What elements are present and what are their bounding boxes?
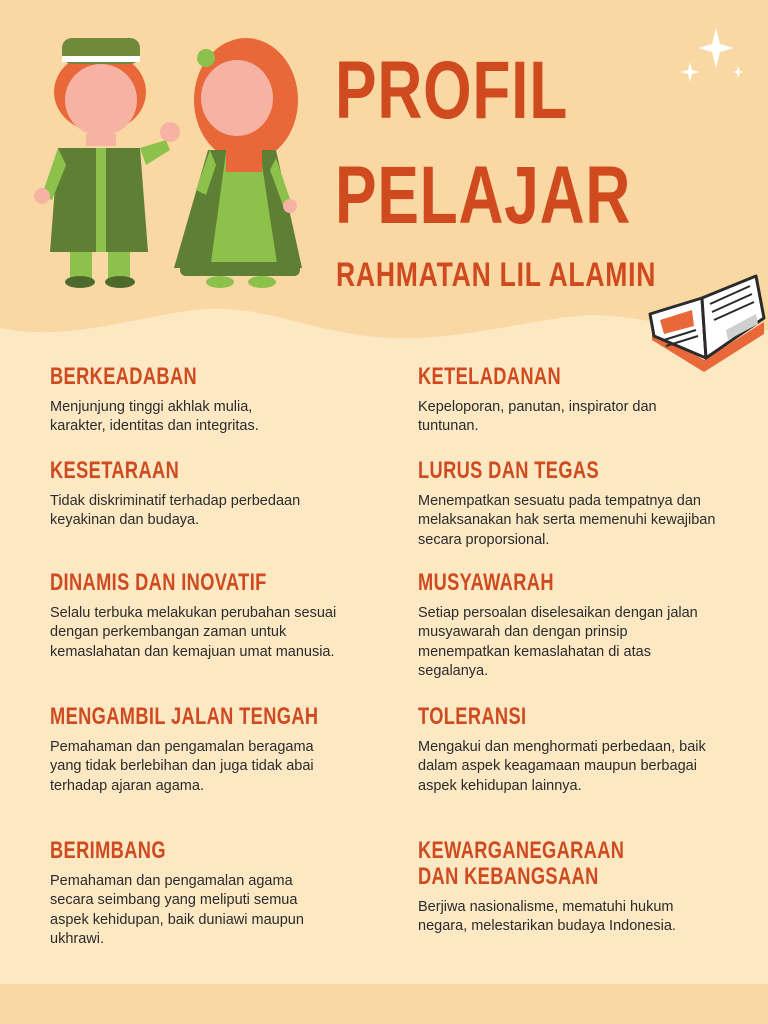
value-description: Menempatkan sesuatu pada tempatnya dan melaksanakan hak serta memenuhi kewajiban secara proporsional. — [418, 492, 716, 548]
page-subtitle: RAHMATAN LIL ALAMIN — [336, 256, 657, 294]
value-description: Kepeloporan, panutan, inspirator dan tuntunan. — [418, 398, 657, 435]
boy-figure — [34, 38, 180, 288]
value-keteladanan — [418, 364, 738, 437]
value-title: KEWARGANEGARAAN DAN KEBANGSAAN — [418, 837, 625, 890]
value-title: MENGAMBIL JALAN TENGAH — [50, 703, 319, 730]
value-title: LURUS DAN TEGAS — [418, 457, 600, 484]
girl-figure — [174, 38, 302, 288]
value-title: BERIMBANG — [50, 837, 166, 864]
value-toleransi — [418, 704, 738, 796]
value-mengambil-jalan-tengah — [50, 704, 370, 796]
value-description: Pemahaman dan pengamalan beragama yang tidak berlebihan dan juga tidak abai terhadap ajaran agama. — [50, 738, 314, 794]
value-lurus-dan-tegas — [418, 458, 738, 550]
value-description: Berjiwa nasionalisme, mematuhi hukum negara, melestarikan budaya Indonesia. — [418, 898, 676, 935]
value-berkeadaban — [50, 364, 370, 437]
value-description: Setiap persoalan diselesaikan dengan jalan musyawarah dan dengan prinsip menempatkan kemaslahatan di atas segalanya. — [418, 604, 698, 680]
value-kewarganegaraan-dan-kebangsaan — [418, 838, 738, 937]
value-dinamis-dan-inovatif — [50, 570, 370, 662]
value-description: Pemahaman dan pengamalan agama secara seimbang yang meliputi semua aspek kehidupan, baik duniawi maupun ukhrawi. — [50, 872, 304, 948]
value-kesetaraan — [50, 458, 370, 531]
footer-bar — [0, 984, 768, 1024]
page-title-line-2: PELAJAR — [335, 150, 632, 241]
value-title: MUSYAWARAH — [418, 569, 554, 596]
value-title: KESETARAAN — [50, 457, 180, 484]
value-title: KETELADANAN — [418, 363, 562, 390]
sparkle-icon — [676, 26, 748, 94]
value-musyawarah — [418, 570, 738, 682]
value-description: Menjunjung tinggi akhlak mulia, karakter, identitas dan integritas. — [50, 398, 259, 435]
value-description: Mengakui dan menghormati perbedaan, baik dalam aspek keagamaan maupun berbagai aspek kehidupan lainnya. — [418, 738, 706, 794]
value-description: Tidak diskriminatif terhadap perbedaan keyakinan dan budaya. — [50, 492, 301, 529]
value-description: Selalu terbuka melakukan perubahan sesuai dengan perkembangan zaman untuk kemaslahatan dan kemajuan umat manusia. — [50, 604, 337, 660]
value-title: TOLERANSI — [418, 703, 527, 730]
value-berimbang — [50, 838, 370, 950]
value-title: DINAMIS DAN INOVATIF — [50, 569, 267, 596]
value-title: BERKEADABAN — [50, 363, 198, 390]
page-title-line-1: PROFIL — [335, 45, 569, 136]
children-illustration — [30, 30, 310, 295]
